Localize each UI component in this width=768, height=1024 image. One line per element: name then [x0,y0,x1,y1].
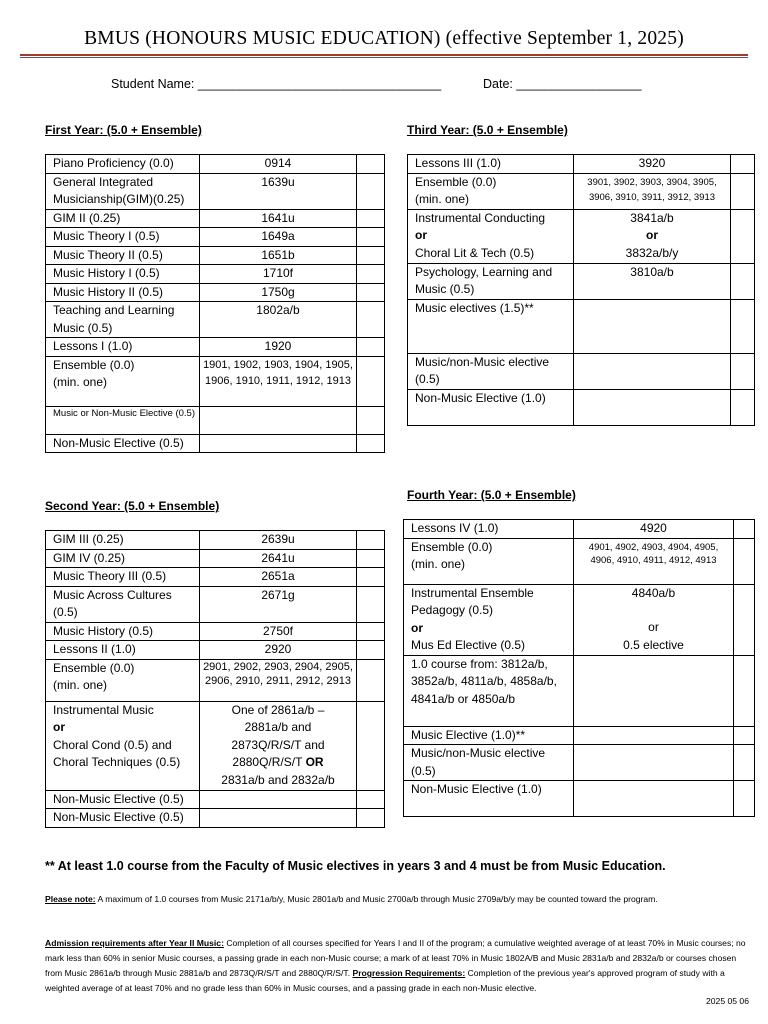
table-row [404,538,755,584]
course-name-line: Ensemble (0.0) [53,660,135,675]
or-label: or [53,720,65,734]
table-row [404,520,755,539]
table-row [404,726,755,745]
check-cell[interactable] [357,809,385,828]
course-code: 1901, 1902, 1903, 1904, 1905, 1906, 1910, 1911, 1912, 1913 [200,356,357,406]
course-code: 2641u [200,549,357,568]
table-row [404,745,755,781]
table-row [46,406,385,434]
table-row [408,155,755,174]
course-code: 1639u [200,173,357,209]
course-code[interactable] [200,434,357,453]
check-cell[interactable] [734,745,755,781]
course-name [408,173,574,209]
check-cell[interactable] [734,655,755,726]
course-name: Music Elective (1.0)** [404,726,574,745]
course-name: Non-Music Elective (0.5) [46,790,200,809]
or-label: or [648,620,659,634]
course-code: 2750f [200,622,357,641]
table-row [46,531,385,550]
third-year-table [407,154,755,426]
course-code: 4901, 4902, 4903, 4904, 4905, 4906, 4910, 4911, 4912, 4913 [574,538,734,584]
course-code: 1641u [200,209,357,228]
check-cell[interactable] [357,228,385,247]
date-field[interactable]: Date: __________________ [483,77,642,91]
course-code[interactable] [574,655,734,726]
check-cell[interactable] [731,263,755,299]
fourth-year-heading: Fourth Year: (5.0 + Ensemble) [407,488,576,502]
check-cell[interactable] [734,584,755,655]
course-code[interactable] [574,745,734,781]
course-name-line: (min. one) [411,557,466,571]
please-note-label: Please note: [45,894,96,904]
course-code [200,701,357,790]
check-cell[interactable] [357,641,385,660]
or-label: or [411,620,423,635]
check-cell[interactable] [734,538,755,584]
table-row [46,265,385,284]
course-name: Lessons III (1.0) [408,155,574,174]
page-title: BMUS (HONOURS MUSIC EDUCATION) (effective September 1, 2025) [84,28,684,49]
second-year-table [45,530,385,828]
course-code: 2901, 2902, 2903, 2904, 2905, 2906, 2910, 2911, 2912, 2913 [200,659,357,701]
check-cell[interactable] [357,265,385,284]
course-name: Music Across Cultures (0.5) [46,586,200,622]
course-code: 2639u [200,531,357,550]
course-code: 3920 [574,155,731,174]
table-row [46,155,385,174]
table-row [46,790,385,809]
course-code-line: One of 2861a/b – [231,702,325,717]
course-name: Music History (0.5) [46,622,200,641]
table-row [46,302,385,338]
table-row [46,809,385,828]
course-code: 3810a/b [574,263,731,299]
check-cell[interactable] [357,790,385,809]
check-cell[interactable] [731,299,755,353]
table-row [408,173,755,209]
third-year-heading: Third Year: (5.0 + Ensemble) [407,123,568,137]
table-row [46,701,385,790]
course-code: 0914 [200,155,357,174]
check-cell[interactable] [357,701,385,790]
course-name-line: Choral Cond (0.5) and Choral Techniques (0.5) [53,737,181,769]
course-code[interactable] [200,809,357,828]
course-name: Music/non-Music elective (0.5) [404,745,574,781]
course-code-line: 0.5 elective [623,637,684,652]
fourth-year-table [403,519,755,817]
check-cell[interactable] [357,406,385,434]
table-row [46,356,385,406]
first-year-table [45,154,385,453]
course-code: 4920 [574,520,734,539]
course-code[interactable] [574,726,734,745]
admission-paragraph [45,936,753,996]
course-name: Lessons IV (1.0) [404,520,574,539]
course-name-line: Choral Lit & Tech (0.5) [415,245,535,260]
course-code: 1649a [200,228,357,247]
table-row [46,434,385,453]
please-note-paragraph [45,892,753,907]
table-row [46,586,385,622]
first-year-heading: First Year: (5.0 + Ensemble) [45,123,202,137]
check-cell[interactable] [357,622,385,641]
course-name [404,538,574,584]
table-row [46,549,385,568]
check-cell[interactable] [734,520,755,539]
check-cell[interactable] [357,338,385,357]
course-name-line: (min. one) [415,192,470,206]
admission-text: Completion of all courses specified for Years I and II of the program; a cumulative weighted average of at least 70% in Music courses; no mark less than 60% in senior Music courses, a passing grade in each non-Music course; a mark of at least 70% in Music 1802A/B and Music 2831a/b and 2832a/b or courses chosen from Music 2861a/b through Music 2881a/b and 2873Q/R/S/T and 2880Q/R/S/T. [45,938,746,978]
course-code: 3901, 3902, 3903, 3904, 3905, 3906, 3910, 3911, 3912, 3913 [574,173,731,209]
course-name-line: Instrumental Music [53,702,154,717]
document-date-stamp: 2025 05 06 [705,996,749,1006]
table-row [408,209,755,263]
course-code: 1920 [200,338,357,357]
course-name [404,584,574,655]
table-row [46,246,385,265]
course-code[interactable] [200,790,357,809]
course-name-line: Mus Ed Elective (0.5) [411,638,526,652]
check-cell[interactable] [357,586,385,622]
table-row [408,299,755,353]
or-label: or [646,228,658,242]
course-name-line: Ensemble (0.0) [53,357,135,372]
title-rule-thin [20,57,748,58]
table-row [46,568,385,587]
table-row [404,781,755,817]
course-name: Music Theory II (0.5) [46,246,200,265]
course-code-line: 2880Q/R/S/T [232,755,303,769]
course-code[interactable] [574,389,731,425]
course-code: 1802a/b [200,302,357,338]
course-name: Non-Music Elective (0.5) [46,434,200,453]
table-row [46,659,385,701]
course-code-line: 2831a/b and 2832a/b [221,772,335,787]
course-name-line: Instrumental Conducting [415,210,546,225]
second-year-heading: Second Year: (5.0 + Ensemble) [45,499,220,513]
course-name-line: (min. one) [53,375,108,389]
course-code[interactable] [574,781,734,817]
course-code: 2671g [200,586,357,622]
check-cell[interactable] [357,531,385,550]
course-code [574,209,731,263]
course-name: Music Theory III (0.5) [46,568,200,587]
course-code: 1710f [200,265,357,284]
table-row [408,389,755,425]
course-name: Lessons II (1.0) [46,641,200,660]
course-code [574,584,734,655]
check-cell[interactable] [731,173,755,209]
course-name: Non-Music Elective (1.0) [408,389,574,425]
or-label: or [415,228,427,242]
course-name: Music History II (0.5) [46,283,200,302]
course-code-line: 3841a/b [630,210,674,225]
table-row [46,209,385,228]
course-code[interactable] [574,353,731,389]
course-code: 1750g [200,283,357,302]
course-name [408,209,574,263]
course-name: Non-Music Elective (1.0) [404,781,574,817]
table-row [46,641,385,660]
course-name-line: Instrumental Ensemble Pedagogy (0.5) [411,585,534,617]
course-name [46,701,200,790]
course-name: Piano Proficiency (0.0) [46,155,200,174]
course-name: Music/non-Music elective (0.5) [408,353,574,389]
check-cell[interactable] [357,302,385,338]
course-code-line: 4840a/b [631,585,676,600]
please-note-text: A maximum of 1.0 courses from Music 2171a/b/y, Music 2801a/b and Music 2700a/b through Music 2709a/b/y may be counted toward the program. [95,894,658,904]
check-cell[interactable] [357,434,385,453]
table-row [408,353,755,389]
course-name: Lessons I (1.0) [46,338,200,357]
course-code: 2651a [200,568,357,587]
course-code[interactable] [574,299,731,353]
table-row [46,173,385,209]
table-row [46,228,385,247]
course-name: GIM IV (0.25) [46,549,200,568]
course-name-line: (min. one) [53,678,108,692]
course-code: 1651b [200,246,357,265]
check-cell[interactable] [734,726,755,745]
course-name: Music electives (1.5)** [408,299,574,353]
table-row [408,263,755,299]
table-row [46,338,385,357]
check-cell[interactable] [357,209,385,228]
progression-label: Progression Requirements: [352,968,466,978]
check-cell[interactable] [731,155,755,174]
check-cell[interactable] [357,356,385,406]
table-row [46,622,385,641]
check-cell[interactable] [731,353,755,389]
admission-label: Admission requirements after Year II Music: [45,938,224,948]
table-row [46,283,385,302]
course-name: Music History I (0.5) [46,265,200,284]
table-row [404,655,755,726]
check-cell[interactable] [357,568,385,587]
course-code-line: 2881a/b and [244,720,312,734]
check-cell[interactable] [357,155,385,174]
check-cell[interactable] [731,209,755,263]
check-cell[interactable] [357,283,385,302]
check-cell[interactable] [357,549,385,568]
course-name-line: Ensemble (0.0) [411,539,493,554]
progression-text: Completion of the previous year's approved program of study with a weighted average of at least 70% and no grade less than 60% in Music courses, and a passing grade in each non-Music elective. [45,968,725,993]
course-code-line: 3832a/b/y [625,245,679,260]
course-name: General Integrated Musicianship(GIM)(0.25) [46,173,200,209]
check-cell[interactable] [357,659,385,701]
course-name: Music or Non-Music Elective (0.5) [46,406,200,434]
course-code: 2920 [200,641,357,660]
course-name [46,659,200,701]
course-code-line: 2873Q/R/S/T and [231,737,325,752]
title-rule [20,54,748,56]
check-cell[interactable] [734,781,755,817]
course-name [46,356,200,406]
course-name: Teaching and Learning Music (0.5) [46,302,200,338]
student-name-field[interactable]: Student Name: ___________________________________ [111,77,442,91]
course-name: 1.0 course from: 3812a/b, 3852a/b, 4811a/b, 4858a/b, 4841a/b or 4850a/b [404,655,574,726]
course-name: GIM III (0.25) [46,531,200,550]
check-cell[interactable] [731,389,755,425]
check-cell[interactable] [357,246,385,265]
music-education-footnote: ** At least 1.0 course from the Faculty of Music electives in years 3 and 4 must be from Music Education. [45,859,666,873]
course-name: GIM II (0.25) [46,209,200,228]
course-name: Non-Music Elective (0.5) [46,809,200,828]
course-name-line: Ensemble (0.0) [415,174,497,189]
course-code[interactable] [200,406,357,434]
course-name: Music Theory I (0.5) [46,228,200,247]
or-label: OR [305,755,324,769]
table-row [404,584,755,655]
check-cell[interactable] [357,173,385,209]
course-name: Psychology, Learning and Music (0.5) [408,263,574,299]
